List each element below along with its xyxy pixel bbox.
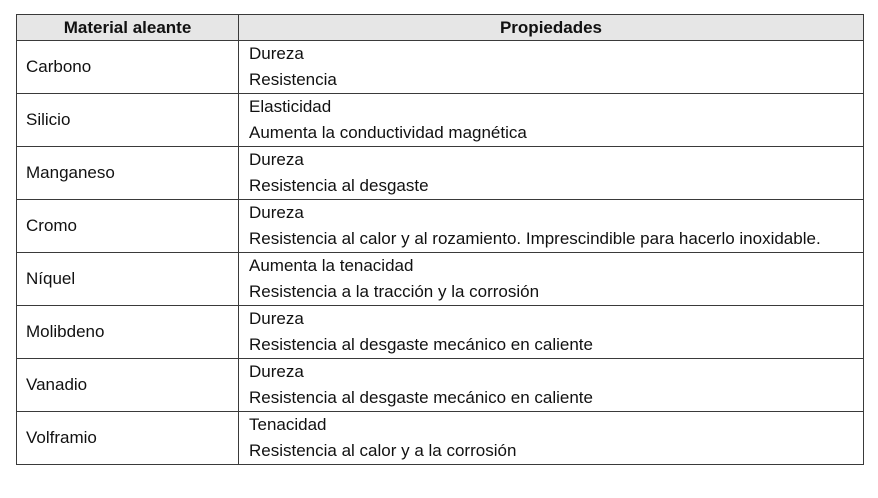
property-line: Elasticidad bbox=[249, 97, 332, 116]
table-row bbox=[17, 41, 864, 94]
property-line: Resistencia al desgaste bbox=[249, 176, 429, 195]
properties-cell bbox=[239, 253, 864, 306]
material-cell: Volframio bbox=[17, 412, 239, 465]
property-line: Resistencia al calor y a la corrosión bbox=[249, 441, 517, 460]
properties-cell bbox=[239, 147, 864, 200]
material-cell: Cromo bbox=[17, 200, 239, 253]
property-line: Aumenta la conductividad magnética bbox=[249, 123, 527, 142]
property-line: Dureza bbox=[249, 44, 304, 63]
property-line: Tenacidad bbox=[249, 415, 327, 434]
properties-cell bbox=[239, 306, 864, 359]
property-line: Resistencia al calor y al rozamiento. Imprescindible para hacerlo inoxidable. bbox=[249, 229, 821, 248]
property-line: Resistencia a la tracción y la corrosión bbox=[249, 282, 540, 301]
property-line: Resistencia al desgaste mecánico en caliente bbox=[249, 388, 593, 407]
property-line: Aumenta la tenacidad bbox=[249, 256, 414, 275]
property-line: Dureza bbox=[249, 203, 304, 222]
material-cell: Níquel bbox=[17, 253, 239, 306]
material-cell: Molibdeno bbox=[17, 306, 239, 359]
property-line: Dureza bbox=[249, 150, 304, 169]
table-row bbox=[17, 200, 864, 253]
material-cell: Vanadio bbox=[17, 359, 239, 412]
properties-cell bbox=[239, 94, 864, 147]
alloy-properties-table bbox=[16, 14, 864, 465]
table-row bbox=[17, 412, 864, 465]
table-row bbox=[17, 306, 864, 359]
properties-cell bbox=[239, 359, 864, 412]
column-header-material: Material aleante bbox=[17, 15, 239, 41]
properties-cell bbox=[239, 200, 864, 253]
table-row bbox=[17, 253, 864, 306]
property-line: Dureza bbox=[249, 362, 304, 381]
property-line: Resistencia bbox=[249, 70, 337, 89]
table-header-row bbox=[17, 15, 864, 41]
property-line: Resistencia al desgaste mecánico en caliente bbox=[249, 335, 593, 354]
material-cell: Carbono bbox=[17, 41, 239, 94]
table-row bbox=[17, 94, 864, 147]
material-cell: Silicio bbox=[17, 94, 239, 147]
properties-cell bbox=[239, 41, 864, 94]
property-line: Dureza bbox=[249, 309, 304, 328]
table-row bbox=[17, 147, 864, 200]
table-row bbox=[17, 359, 864, 412]
properties-cell bbox=[239, 412, 864, 465]
material-cell: Manganeso bbox=[17, 147, 239, 200]
column-header-properties: Propiedades bbox=[239, 15, 864, 41]
